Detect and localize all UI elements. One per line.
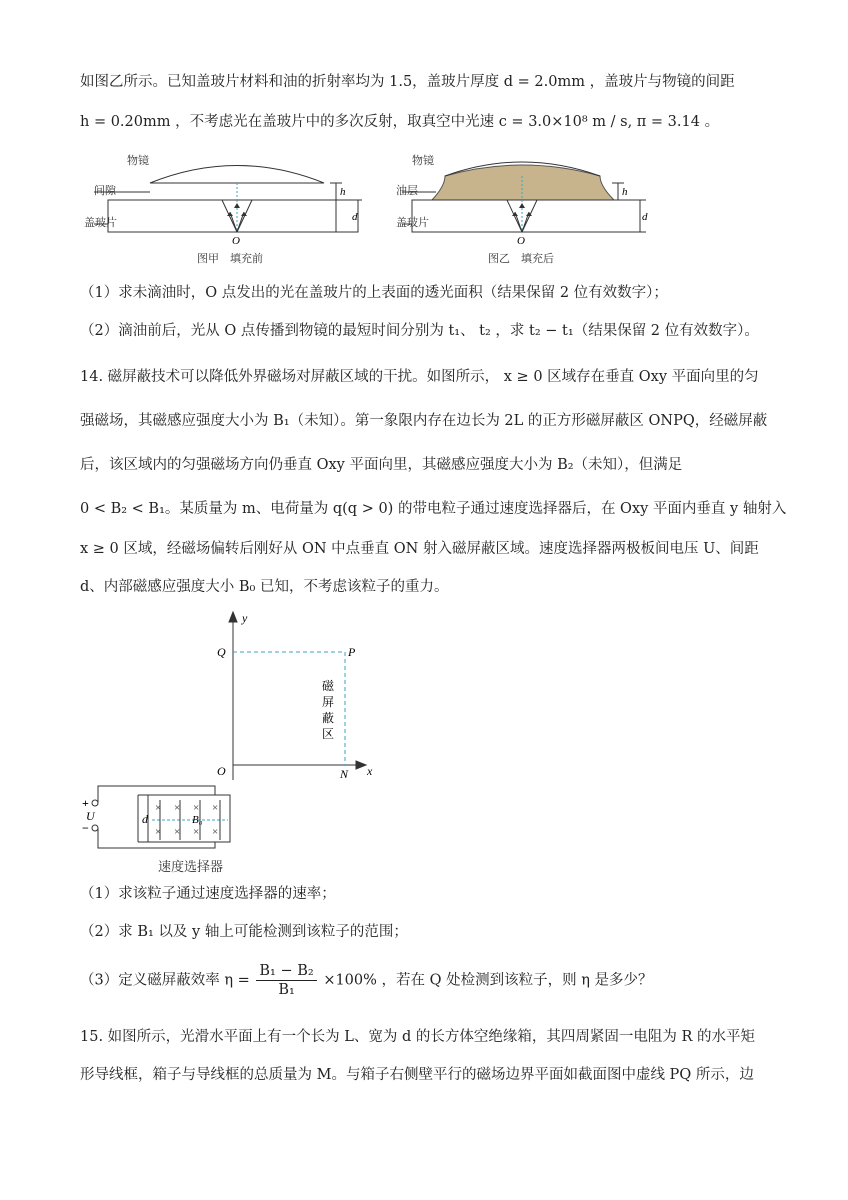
oil-layer [432, 165, 614, 200]
fig-right-oil-label: 油层 [396, 184, 418, 197]
q14-text-line3: 后，该区域内的匀强磁场方向仍垂直 Oxy 平面向里，其磁感应强度大小为 B₂（未知），但满足 [80, 457, 683, 473]
q13-sub2: （2）滴油前后，光从 O 点传播到物镜的最短时间分别为 t₁、 t₂ ，求 t₂ − t₁（结果保留 2 位有效数字）。 [80, 323, 759, 339]
label-O: O [217, 764, 226, 778]
terminal-plus [92, 800, 98, 806]
fig-left-gap-label: 间隙 [94, 184, 116, 197]
fig-left-O: O [232, 235, 240, 247]
fig-right-h: h [622, 186, 628, 198]
q14-text-line6: d、内部磁感应强度大小 B₀ 已知，不考虑该粒子的重力。 [80, 579, 449, 595]
region-char-2: 屏 [322, 695, 335, 709]
fig-right-caption: 图乙 填充后 [488, 252, 554, 265]
q14-text-line4: 0 < B₂ < B₁。某质量为 m、电荷量为 q(q > 0) 的带电粒子通过速度选择器后，在 Oxy 平面内垂直 y 轴射入 [80, 501, 787, 517]
q14-sub3-pre: （3）定义磁屏蔽效率 η = [80, 972, 250, 989]
label-plus: + [82, 796, 89, 810]
svg-text:×: × [212, 802, 219, 814]
region-char-1: 磁 [322, 679, 335, 693]
fig-right-cover-label: 盖玻片 [396, 216, 429, 229]
q14-text-line1: 14. 磁屏蔽技术可以降低外界磁场对屏蔽区域的干扰。如图所示， x ≥ 0 区域存在垂直 Oxy 平面向里的匀 [80, 369, 759, 385]
label-N: N [340, 767, 349, 781]
fraction-denominator: B₁ [278, 982, 295, 998]
fraction-numerator: B₁ − B₂ [256, 962, 316, 981]
q15-text-line1: 15. 如图所示，光滑水平面上有一个长为 L、宽为 d 的长方体空绝缘箱，其四周紧固一电阻为 R 的水平矩 [80, 1029, 756, 1045]
q15-text-line2: 形导线框，箱子与导线框的总质量为 M。与箱子右侧壁平行的磁场边界平面如截面图中虚线 PQ 所示，边 [80, 1067, 754, 1083]
fig-left-h: h [340, 186, 346, 198]
fig-right-O: O [517, 235, 525, 247]
fig-left-cover-label: 盖玻片 [84, 216, 117, 229]
svg-text:×: × [155, 826, 162, 838]
figure-jia [94, 166, 362, 233]
svg-text:×: × [174, 802, 181, 814]
label-d: d [142, 812, 148, 826]
label-y: y [242, 611, 248, 625]
fig-right-d: d [642, 211, 648, 223]
q14-sub3-post: ×100% ，若在 Q 处检测到该粒子，则 η 是多少？ [323, 972, 653, 989]
objective-lens-left [150, 166, 324, 184]
selector-caption: 速度选择器 [158, 860, 224, 875]
label-P: P [348, 645, 356, 659]
label-x: x [367, 764, 373, 778]
efficiency-fraction [256, 962, 316, 999]
terminal-minus [92, 825, 98, 831]
fig-left-d: d [352, 211, 358, 223]
svg-text:×: × [174, 826, 181, 838]
svg-text:×: × [155, 802, 162, 814]
label-minus: − [82, 821, 89, 835]
q13-text-line2: h = 0.20mm ，不考虑光在盖玻片中的多次反射，取真空中光速 c = 3.0×10⁸ m / s, π = 3.14 。 [80, 114, 720, 130]
svg-text:×: × [193, 802, 200, 814]
q14-sub1: （1）求该粒子通过速度选择器的速率； [80, 886, 336, 902]
svg-text:×: × [212, 826, 219, 838]
q14-text-line2: 强磁场，其磁感应强度大小为 B₁（未知）。第一象限内存在边长为 2L 的正方形磁屏蔽区 ONPQ，经磁屏蔽 [80, 413, 768, 429]
q13-text-line1: 如图乙所示。已知盖玻片材料和油的折射率均为 1.5，盖玻片厚度 d = 2.0mm ，盖玻片与物镜的间距 [80, 74, 735, 90]
q14-sub3 [80, 962, 653, 999]
label-B0: B₀ [192, 814, 203, 826]
fig-left-caption: 图甲 填充前 [197, 252, 263, 265]
fig-right-objective-label: 物镜 [412, 154, 434, 167]
fig-left-objective-label: 物镜 [127, 154, 149, 167]
label-Q: Q [217, 645, 226, 659]
figure-yi [402, 162, 646, 232]
region-char-3: 蔽 [322, 711, 335, 725]
q13-sub1: （1）求未滴油时，O 点发出的光在盖玻片的上表面的透光面积（结果保留 2 位有效数字）； [80, 285, 668, 301]
q14-figure [0, 605, 848, 875]
q14-sub2: （2）求 B₁ 以及 y 轴上可能检测到该粒子的范围； [80, 924, 408, 940]
region-char-4: 区 [322, 727, 335, 741]
svg-text:×: × [193, 826, 200, 838]
q14-text-line5: x ≥ 0 区域，经磁场偏转后刚好从 ON 中点垂直 ON 射入磁屏蔽区域。速度选择器两极板间电压 U、间距 [80, 541, 759, 557]
label-U: U [86, 809, 95, 823]
